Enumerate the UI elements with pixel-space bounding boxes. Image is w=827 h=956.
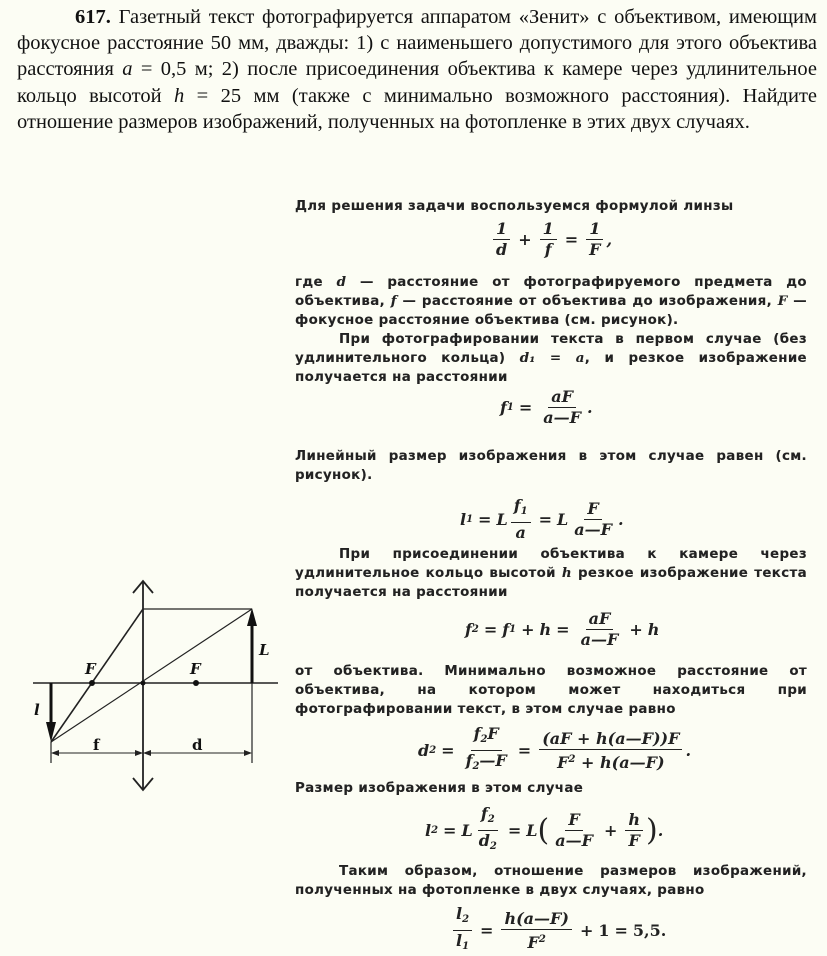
label-f: f [93,736,100,754]
formula-lens: $\frac{1}{d}$ + $\frac{1}{f}$ = $\frac{1}{F}$ , [490,220,612,259]
formula-f2: f 2 = f 1 + h = $\frac{aF}{a—F}$ + h [465,609,660,649]
problem-text: Газетный текст фотографируется аппаратом «Зенит» с объективом, имеющим фокусное расстояние 50 мм, дважды: 1) с наименьшего допустимого для этого объектива расстояния [17,6,817,81]
solution-paragraph-2: где d — расстояние от фотографируемого предмета до объектива, f — расстояние от объектива до изображения, F — фокусное расстояние объектива (см. рисунок). [295,274,807,328]
focus-point-right [193,680,199,686]
lens-center [141,681,146,686]
label-F-right: F [190,660,201,678]
formula-l2: l 2 = L $\frac{f_2}{d_2}$ = L ( $\frac{F}{a—F}$ + $\frac{h}{F}$ ) . [425,804,664,852]
solution-paragraph-4: Линейный размер изображения в этом случае равен (см. рисунок). [295,449,807,483]
label-d: d [192,736,203,754]
formula-f1: f 1 = $\frac{aF}{a—F}$ . [500,387,593,427]
formula-d2: d 2 = $\frac{f_2F}{f_2—F}$ = $\frac{(aF + h(a—F))F}{F^2 + h(a—F)}$ . [418,724,692,772]
problem-text: = 0,5 м; 2) после присоединения объектива к камере через удлинительное кольцо высотой [17,58,817,107]
lens-diagram [0,560,290,800]
solution-paragraph-1: Для решения задачи воспользуемся формулой линзы [295,199,734,214]
var-a: a [122,58,133,81]
var-h: h [173,84,185,107]
problem-number: 617. [75,6,111,28]
central-ray [51,609,252,742]
solution-paragraph-7: Размер изображения в этом случае [295,781,584,796]
formula-ratio: $\frac{l_2}{l_1}$ = $\frac{h(a—F)}{F^2}$ + 1 = 5,5. [450,905,666,956]
label-l: l [34,701,40,719]
label-L: L [259,641,270,659]
solution-paragraph-3: При фотографировании текста в первом случае (без удлинительного кольца) d₁ = a, и резкое изображение получается на расстоянии [295,332,807,385]
focus-point-left [89,680,95,686]
solution-paragraph-8: Таким образом, отношение размеров изображений, полученных на фотопленке в двух случаях, равно [295,864,807,898]
problem-statement [17,4,817,135]
refracted-ray [51,609,143,742]
solution-paragraph-6: от объектива. Минимально возможное расстояние от объектива, на котором может находиться при фотографировании текст, в этом случае равно [295,664,807,717]
problem-text: = 25 мм (также с минимально возможного расстояния). Найдите отношение размеров изображений, полученных на фотопленке в этих двух случаях. [17,84,818,133]
label-F-left: F [85,660,96,678]
formula-l1: l 1 = L $\frac{f_1}{a}$ = L $\frac{F}{a—F}$ . [460,496,624,542]
solution-paragraph-5: При присоединении объектива к камере через удлинительное кольцо высотой h резкое изображение текста получается на расстоянии [295,547,807,600]
